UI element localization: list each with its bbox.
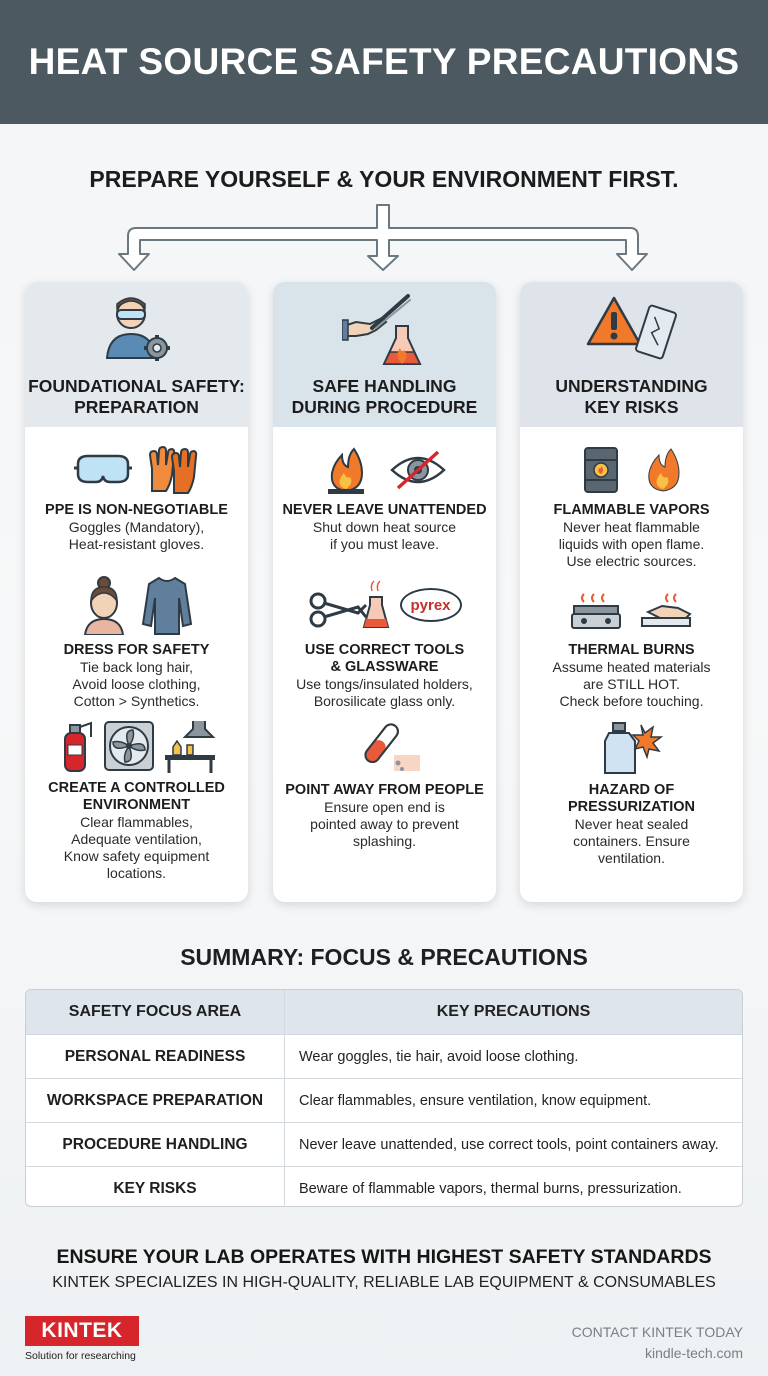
table-header-cell: SAFETY FOCUS AREA: [26, 990, 285, 1034]
gloves-icon: [146, 445, 200, 495]
item-thermal-burns: THERMAL BURNS Assume heated materials are STILL HOT. Check before touching.: [520, 582, 743, 710]
column-title: UNDERSTANDING KEY RISKS: [555, 376, 708, 417]
pyrex-badge: pyrex: [400, 588, 462, 622]
ventilation-fan-icon: [103, 720, 155, 772]
test-tube-icon: [350, 719, 420, 777]
table-header-row: [26, 990, 742, 1035]
bursting-jug-icon: [601, 719, 663, 777]
hand-flask-icon: [342, 290, 428, 370]
person-gear-icon: [97, 292, 177, 368]
column-header: [520, 282, 743, 427]
item-title: PPE IS NON-NEGOTIABLE: [45, 502, 228, 518]
flame-icon: [643, 445, 683, 495]
page-header: [0, 0, 768, 124]
summary-title: SUMMARY: FOCUS & PRECAUTIONS: [180, 944, 588, 970]
item-ppe: PPE IS NON-NEGOTIABLE Goggles (Mandatory), Heat-resistant gloves.: [25, 442, 248, 553]
hand-burn-icon: [638, 590, 694, 630]
table-header-cell: KEY PRECAUTIONS: [436, 1003, 591, 1020]
branch-arrows: [0, 200, 768, 275]
table-row: PERSONAL READINESS Wear goggles, tie hair, avoid loose clothing.: [26, 1035, 742, 1079]
table-row: KEY RISKS Beware of flammable vapors, thermal burns, pressurization.: [26, 1167, 742, 1207]
tied-hair-icon: [81, 575, 127, 635]
page-title: HEAT SOURCE SAFETY PRECAUTIONS: [28, 41, 740, 82]
column-header: [273, 282, 496, 427]
summary-table: [25, 989, 743, 1207]
column-handling: [273, 282, 496, 902]
item-dress: DRESS FOR SAFETY Tie back long hair, Avoid loose clothing, Cotton > Synthetics.: [25, 572, 248, 710]
contact-link[interactable]: CONTACT KINTEK TODAY: [571, 1324, 743, 1340]
fume-hood-icon: [163, 719, 217, 773]
no-watch-eye-icon: [390, 448, 446, 492]
warning-icon: [584, 292, 680, 368]
item-flammable-vapors: FLAMMABLE VAPORS Never heat flammable liquids with open flame. Use electric sources.: [520, 442, 743, 570]
cta-headline: ENSURE YOUR LAB OPERATES WITH HIGHEST SAFETY STANDARDS: [56, 1246, 712, 1268]
hot-plate-icon: [570, 590, 622, 630]
cta-subline: KINTEK SPECIALIZES IN HIGH-QUALITY, RELIABLE LAB EQUIPMENT & CONSUMABLES: [52, 1274, 716, 1291]
table-row: WORKSPACE PREPARATION Clear flammables, ensure ventilation, know equipment.: [26, 1079, 742, 1123]
intro-heading: PREPARE YOURSELF & YOUR ENVIRONMENT FIRST.: [89, 166, 679, 192]
flame-icon: [324, 445, 368, 495]
column-title: SAFE HANDLING DURING PROCEDURE: [291, 376, 478, 417]
column-preparation: [25, 282, 248, 902]
fire-extinguisher-icon: [57, 719, 95, 773]
item-unattended: NEVER LEAVE UNATTENDED Shut down heat source if you must leave.: [273, 442, 496, 553]
column-title: FOUNDATIONAL SAFETY: PREPARATION: [28, 376, 245, 417]
item-point-away: POINT AWAY FROM PEOPLE Ensure open end is pointed away to prevent splashing.: [273, 718, 496, 850]
goggles-icon: [74, 450, 132, 490]
table-row: PROCEDURE HANDLING Never leave unattended, use correct tools, point containers away.: [26, 1123, 742, 1167]
item-environment: CREATE A CONTROLLED ENVIRONMENT Clear flammables, Adequate ventilation, Know safety equipment locations.: [25, 718, 248, 882]
logo-tagline: Solution for researching: [25, 1350, 136, 1362]
website-link[interactable]: kindle-tech.com: [644, 1345, 743, 1361]
item-pressurization: HAZARD OF PRESSURIZATION Never heat sealed containers. Ensure ventilation.: [520, 718, 743, 867]
fuel-drum-icon: [581, 444, 621, 496]
column-risks: [520, 282, 743, 902]
kintek-logo[interactable]: KINTEK: [25, 1316, 139, 1346]
tongs-icon: [308, 575, 394, 635]
item-tools: pyrex USE CORRECT TOOLS & GLASSWARE Use tongs/insulated holders, Borosilicate glass only.: [273, 572, 496, 710]
long-sleeve-shirt-icon: [141, 574, 193, 636]
column-header: [25, 282, 248, 427]
